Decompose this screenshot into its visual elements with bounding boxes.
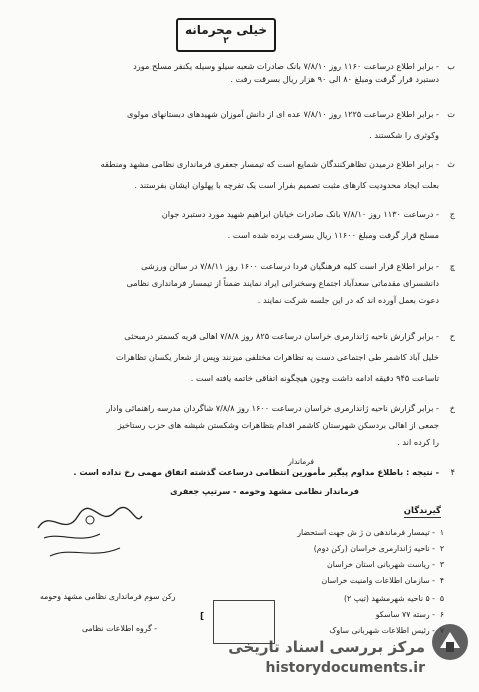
conclusion (29, 466, 455, 498)
item-line: جمعی از اهالی بردسکن شهرستان کاشمر اقدام بتظاهرات وشکستن شیشه های حزب رستاخیز (117, 420, 439, 430)
recipient-number: ۵ (439, 594, 445, 603)
side-recipient: - گروه اطلاعات نظامی (82, 624, 158, 633)
item-line: - برابر گزارش ناحیه ژاندارمری خراسان درساعت ۸۲۵ روز ۷/۸/۸ اهالی قریه کسمتر درمبحثی (124, 331, 439, 341)
recipient-text: - رسته ۷۷ ساسکو (375, 610, 435, 619)
recipient-number: ۳ (439, 560, 445, 569)
item-marker: ج (449, 209, 455, 219)
report-item-h (29, 330, 455, 385)
report-item-ch (29, 260, 455, 307)
item-line: خلیل آباد کاشمر طی اجتماعی دست به تظاهرات مختلفی میزنند وپس از شعار یکسان تظاهرات (116, 352, 439, 362)
classification-label: خیلی محرمانه (184, 22, 268, 37)
item-line: را کرده اند . (397, 437, 439, 447)
item-line: مسلح قرار گرفت ومبلغ ۱۱۶۰۰ ریال بسرقت برده شده است . (227, 230, 439, 240)
report-item-b (29, 60, 455, 86)
recipient-item (219, 542, 449, 555)
recipient-text: - رئیس اطلاعات شهربانی ساوک (329, 626, 435, 635)
item-line: دستبرد قرار گرفت ومبلغ ۸۰ الی ۹۰ هزار ریال بسرقت رفت . (230, 74, 439, 84)
item-line: - برابر اطلاع درساعت ۱۲۲۵ روز ۷/۸/۱۰ عده ای از دانش آموزان شهیدهای دبستانهای مولوی (127, 109, 439, 119)
report-item-kh (29, 402, 455, 449)
classification-stamp (176, 18, 276, 52)
signature-scribble (30, 498, 150, 568)
conclusion-marker: ۴ (450, 467, 455, 477)
watermark-title: مرکز بررسی اسناد تاریخی (228, 638, 425, 656)
recipient-item (219, 558, 449, 571)
watermark-url: historydocuments.ir (265, 660, 425, 676)
item-line: - برابر اطلاع قرار است کلیه فرهنگیان فردا درساعت ۱۶۰۰ روز ۷/۸/۱۱ در سالن ورزشی (141, 261, 439, 271)
item-marker: ت (447, 109, 455, 119)
recipient-text: - ناحیه ژاندارمری خراسان (رکن دوم) (313, 544, 435, 553)
item-line: - برابر اطلاع درساعت ۱۱۶۰ روز ۷/۸/۱۰ بانک صادرات شعبه سیلو وسیله یکنفر مسلح مورد (133, 61, 439, 71)
page-number: ۲ (223, 35, 229, 46)
conclusion-text: - نتیجه : باطلاع مداوم پیگیر مأمورین انتظامی درساعت گذشته اتفاق مهمی رخ نداده است . (73, 467, 439, 477)
bracket-mark: ] (200, 612, 205, 622)
archive-logo-icon (430, 622, 470, 662)
recipient-text: - ریاست شهربانی استان خراسان (327, 560, 435, 569)
item-line: دانشسرای مقدماتی سعدآباد اجتماع وسخنرانی ایراد نمایند ضمناً از تیمسار فرمانداری نظامی (126, 278, 439, 288)
item-line: وکوثری را شکستند . (369, 130, 439, 140)
item-line: دعوت بعمل آورده اند که در این جلسه شرکت نمایند . (257, 295, 439, 305)
recipient-text: - ۵ ناحیه شهرمشهد (تیپ ۲) (343, 594, 435, 603)
recipient-number: ۲ (439, 544, 445, 553)
item-marker: ح (449, 331, 455, 341)
recipient-item (219, 574, 449, 587)
item-marker: ب (447, 61, 455, 71)
recipient-text: - سازمان اطلاعات وامنیت خراسان (321, 576, 435, 585)
item-marker: چ (449, 261, 455, 271)
recipient-number: ۱ (439, 528, 445, 537)
recipient-number: ۶ (439, 610, 445, 619)
recipient-item (219, 526, 449, 539)
item-line: - درساعت ۱۱۳۰ روز ۷/۸/۱۰ بانک صادرات خیابان ابراهیم شهید مورد دستبرد جوان (161, 209, 439, 219)
report-item-th (29, 158, 455, 192)
item-marker: خ (449, 403, 455, 413)
item-line: تاساعت ۹۴۵ دقیقه ادامه داشت وچون هیچگونه اتفاقی خاتمه یافته است . (190, 373, 439, 383)
item-line: - برابر اطلاع درمیدن تظاهرکنندگان شمایع است که تیمسار جعفری فرمانداری نظامی مشهد ومنطقه (100, 159, 439, 169)
report-item-t (29, 108, 455, 142)
item-line: بعلت ایجاد محدودیت کارهای مثبت تصمیم بفرار است یک تفرچه با پهلوان ایشان بفرستند . (134, 180, 439, 190)
recipients-title: گیرندگان (403, 506, 441, 516)
recipient-number: ۴ (439, 576, 445, 585)
item-line: - برابر گزارش ناحیه ژاندارمری خراسان درساعت ۱۶۰۰ روز ۷/۸/۸ شاگردان مدرسه راهنمائی وادار (106, 403, 439, 413)
item-marker: ث (447, 159, 455, 169)
handwritten-note: فرماندار (288, 457, 314, 466)
signatory-line: فرماندار نظامی مشهد وحومه - سرتیپ جعفری (170, 486, 359, 496)
recipient-text: - تیمسار فرماندهی ن ژ ش جهت استحضار (297, 528, 435, 537)
report-item-j (29, 208, 455, 242)
side-recipient: رکن سوم فرمانداری نظامی مشهد وحومه (40, 592, 176, 601)
